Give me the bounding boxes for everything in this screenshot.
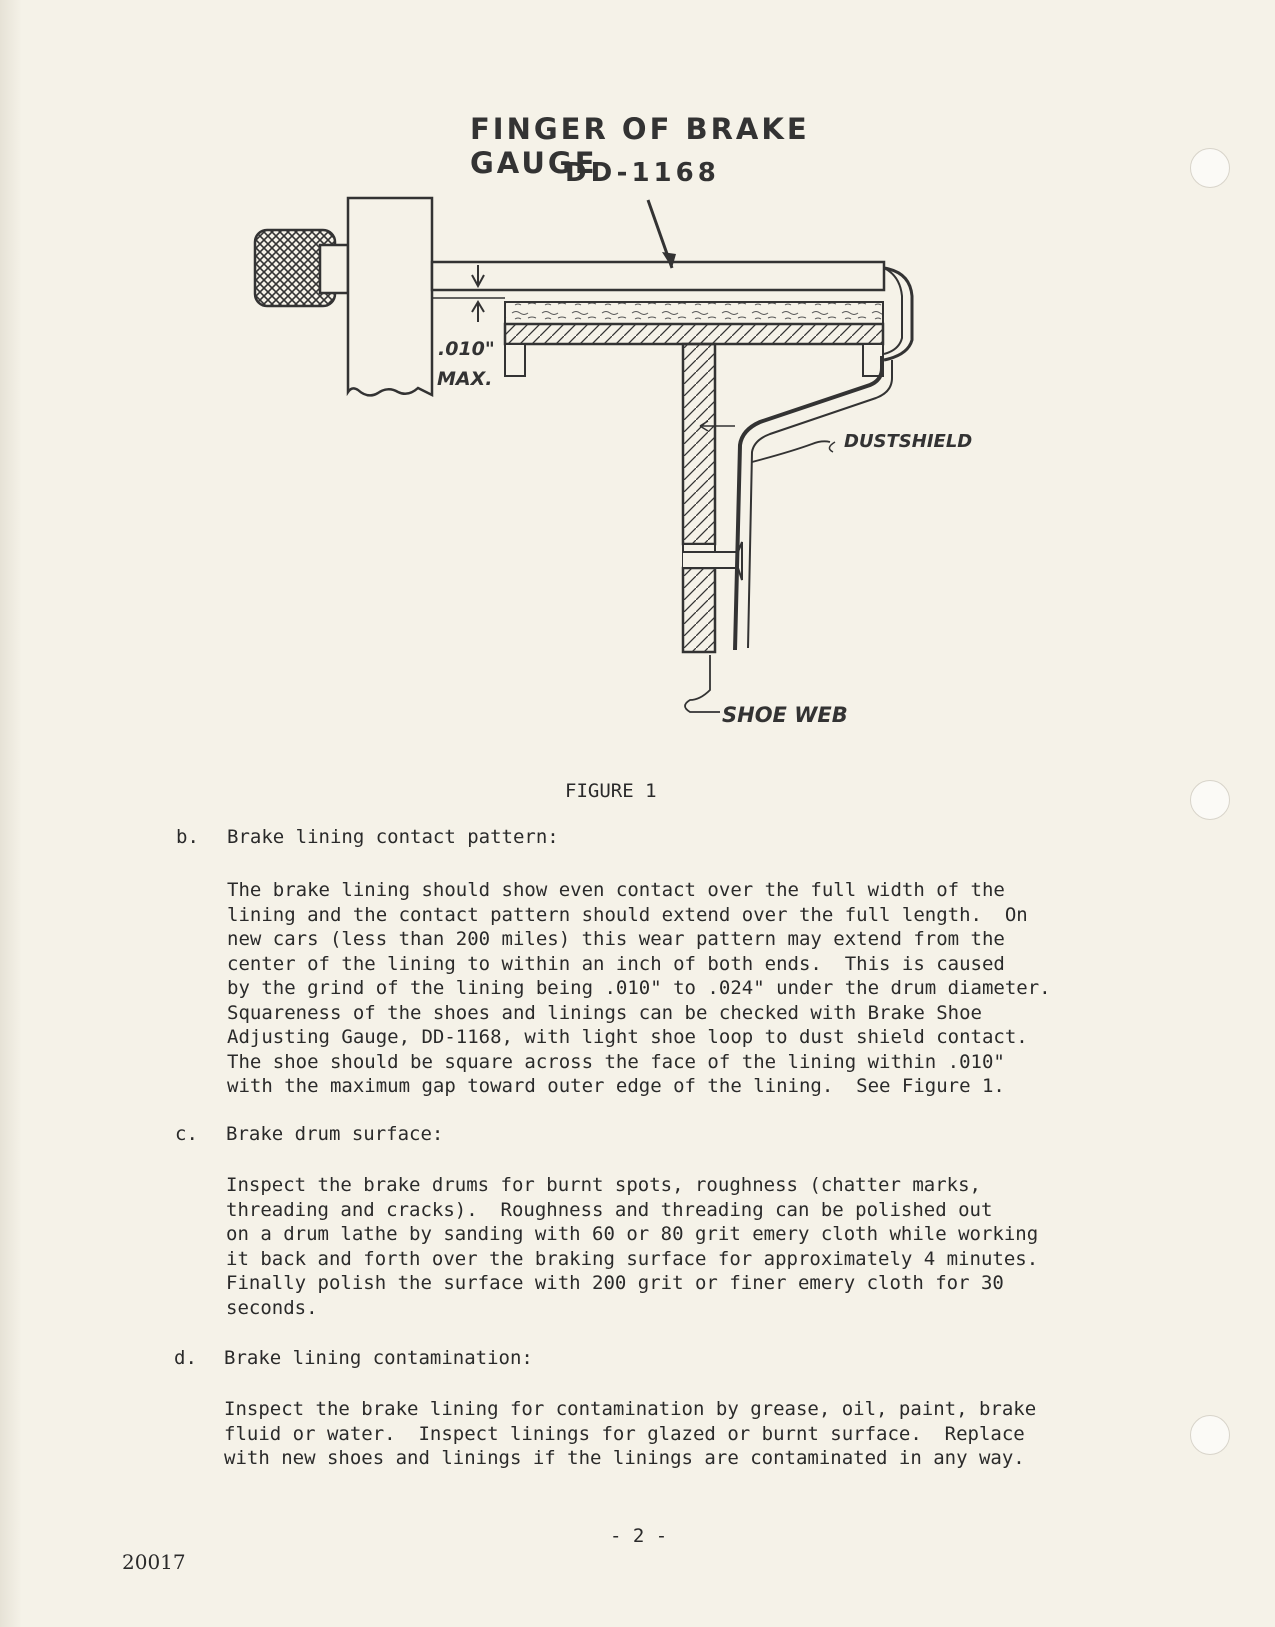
shoe-table [505,324,883,344]
gauge-finger [432,262,884,290]
paragraph-line: lining and the contact pattern should extend over the full length. On [227,903,1028,926]
section-letter: b. [176,826,199,848]
punch-hole-icon [1190,780,1230,820]
paragraph-line: it back and forth over the braking surface for approximately 4 minutes. [226,1247,1039,1270]
paragraph-line: with the maximum gap toward outer edge of the lining. See Figure 1. [227,1075,1005,1097]
paragraph-line: center of the lining to within an inch of both ends. This is caused [227,952,1005,975]
paragraph-line: fluid or water. Inspect linings for glazed or burnt surface. Replace [224,1422,1025,1445]
paragraph-line: new cars (less than 200 miles) this wear pattern may extend from the [227,928,1005,950]
paragraph-line: with new shoes and linings if the linings are contaminated in any way. [224,1447,1025,1469]
paragraph-line: Adjusting Gauge, DD-1168, with light shoe loop to dust shield contact. [227,1026,1028,1048]
section-letter: c. [175,1123,198,1145]
document-code: 20017 [122,1550,186,1574]
figure-title: FINGER OF BRAKE GAUGE [470,112,810,180]
paragraph-line: Inspect the brake lining for contamination by grease, oil, paint, brake [224,1398,1037,1420]
paragraph-line: Inspect the brake drums for burnt spots, roughness (chatter marks, [226,1174,981,1196]
figure-part-number: DD-1168 [565,158,720,188]
paragraph-line: threading and cracks). Roughness and threading can be polished out [226,1198,993,1221]
shoe-web-label: SHOE WEB [722,703,848,727]
section-paragraph [224,1397,1036,1471]
gauge-body [348,198,432,395]
section-paragraph [227,878,1051,1099]
paragraph-line: The shoe should be square across the face of the lining within .010" [227,1050,1005,1073]
paragraph-line: Squareness of the shoes and linings can be checked with Brake Shoe [227,1001,982,1024]
section-heading: Brake lining contamination: [224,1347,533,1369]
paragraph-line: The brake lining should show even contact over the full width of the [227,879,1005,901]
shoe-web [683,344,715,544]
brake-gauge-diagram [0,0,1275,760]
page-number: - 2 - [610,1525,668,1547]
figure-caption: FIGURE 1 [565,780,657,802]
section-paragraph [226,1173,1038,1320]
punch-hole-icon [1190,1415,1230,1455]
measurement-label-max: MAX. [437,368,493,390]
paragraph-line: on a drum lathe by sanding with 60 or 80 grit emery cloth while working [226,1223,1039,1245]
paragraph-line: Finally polish the surface with 200 grit or finer emery cloth for 30 [226,1272,1004,1294]
section-letter: d. [174,1347,197,1369]
dust-shield [735,356,882,650]
brake-lining [505,302,883,324]
section-heading: Brake drum surface: [226,1123,444,1145]
section-heading: Brake lining contact pattern: [227,826,559,848]
dustshield-label: DUSTSHIELD [844,431,973,452]
paragraph-line: by the grind of the lining being .010" to .024" under the drum diameter. [227,977,1051,999]
paragraph-line: seconds. [226,1296,318,1319]
measurement-label: .010" [438,338,495,360]
knurled-knob [255,230,348,306]
